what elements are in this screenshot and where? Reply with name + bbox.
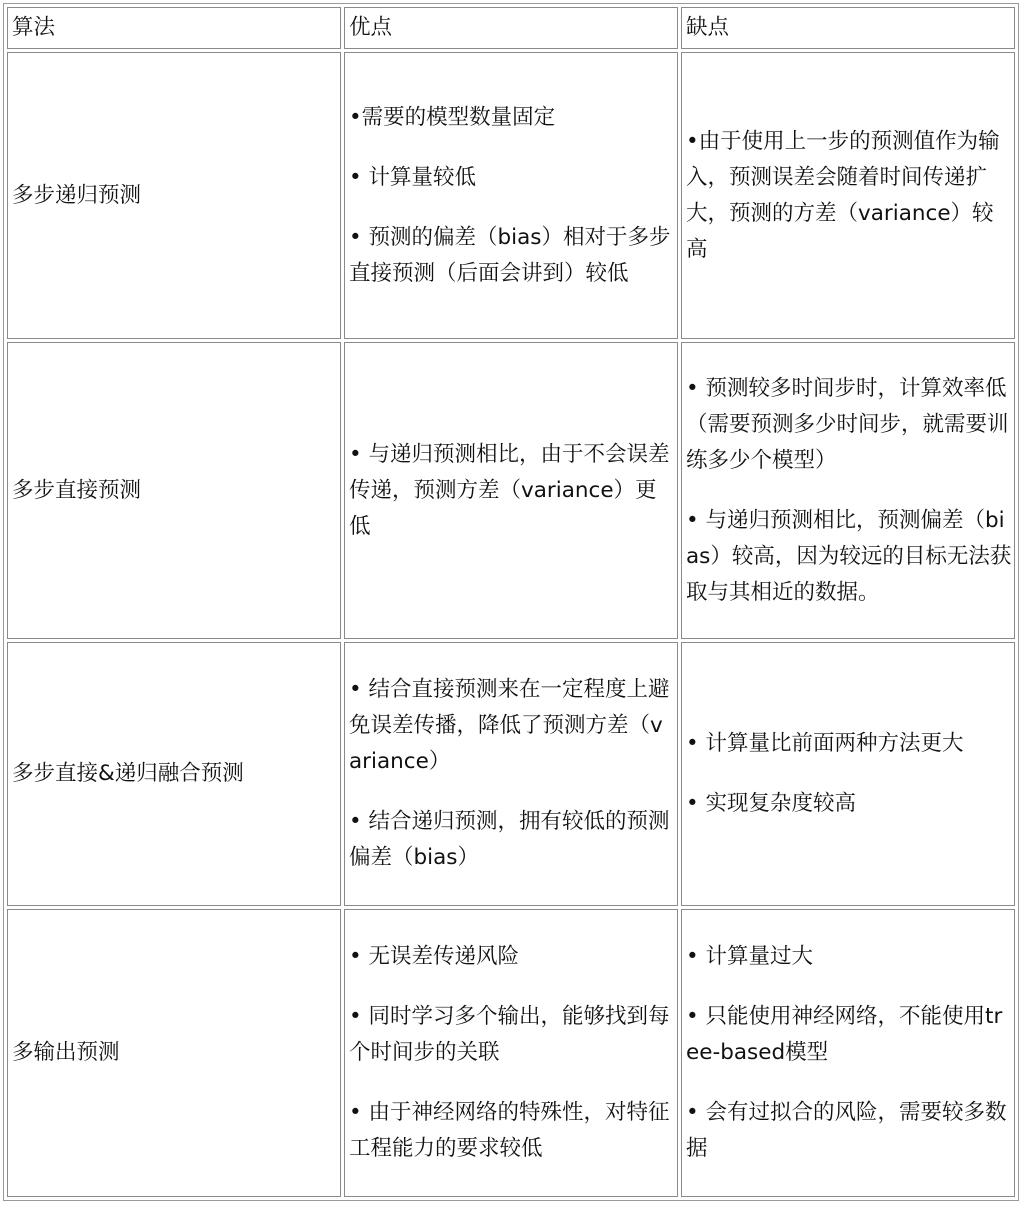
cons-item: • 只能使用神经网络，不能使用tree-based模型	[686, 1004, 1003, 1065]
algorithm-name: 多步递归预测	[7, 52, 341, 339]
table-row	[7, 909, 1015, 1197]
cons-item: • 与递归预测相比，预测偏差（bias）较高，因为较远的目标无法获取与其相近的数据。	[686, 507, 1012, 605]
cons-cell	[681, 342, 1015, 639]
pros-cell	[344, 909, 678, 1197]
pros-item: • 结合递归预测，拥有较低的预测偏差（bias）	[349, 809, 670, 870]
pros-item: • 由于神经网络的特殊性，对特征工程能力的要求较低	[349, 1100, 670, 1161]
pros-item: • 与递归预测相比，由于不会误差传递，预测方差（variance）更低	[349, 441, 670, 539]
comparison-table	[3, 3, 1019, 1201]
pros-item: • 同时学习多个输出，能够找到每个时间步的关联	[349, 1004, 670, 1065]
header-cons: 缺点	[681, 7, 1015, 49]
pros-cell	[344, 342, 678, 639]
cons-item: • 实现复杂度较高	[686, 791, 857, 816]
cons-item: • 预测较多时间步时，计算效率低（需要预测多少时间步，就需要训练多少个模型）	[686, 375, 1009, 473]
cons-cell	[681, 909, 1015, 1197]
cons-item: • 计算量过大	[686, 944, 814, 969]
pros-cell	[344, 642, 678, 906]
header-pros: 优点	[344, 7, 678, 49]
table-row	[7, 642, 1015, 906]
header-algorithm: 算法	[7, 7, 341, 49]
cons-item: •由于使用上一步的预测值作为输入，预测误差会随着时间传递扩大，预测的方差（variance）较高	[686, 128, 1000, 262]
cons-item: • 会有过拟合的风险，需要较多数据	[686, 1100, 1007, 1161]
pros-item: • 计算量较低	[349, 164, 477, 190]
algorithm-name: 多输出预测	[7, 909, 341, 1197]
pros-item: • 结合直接预测来在一定程度上避免误差传播，降低了预测方差（variance）	[349, 677, 670, 774]
table-row	[7, 52, 1015, 339]
table-row	[7, 342, 1015, 639]
header-row	[7, 7, 1015, 49]
cons-cell	[681, 52, 1015, 339]
algorithm-name: 多步直接&递归融合预测	[7, 642, 341, 906]
cons-item: • 计算量比前面两种方法更大	[686, 731, 964, 756]
pros-item: • 无误差传递风险	[349, 944, 520, 969]
pros-item: • 预测的偏差（bias）相对于多步直接预测（后面会讲到）较低	[349, 224, 671, 286]
cons-cell	[681, 642, 1015, 906]
algorithm-name: 多步直接预测	[7, 342, 341, 639]
pros-cell	[344, 52, 678, 339]
pros-item: •需要的模型数量固定	[349, 104, 556, 130]
